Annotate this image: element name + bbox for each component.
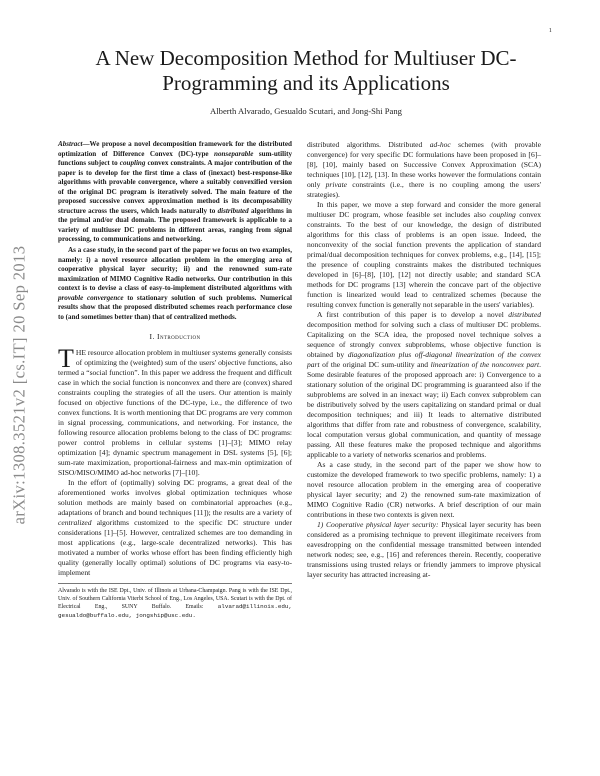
author-list: Alberth Alvarado, Gesualdo Scutari, and Jong-Shi Pang	[210, 106, 402, 116]
abstract-paragraph-1: Abstract—We propose a novel decomposition framework for the distributed optimization of Difference Convex (DC)-type nonseparable sum-utility functions subject to coupling convex constraints. A major contribution of the paper is to develop for the first time a class of (inexact) best-response-like algorithms with provable convergence, where a suitably convexified version of the original DC program is iteratively solved. The main feature of the proposed successive convex approximation method is its decomposability structure across the users, which leads naturally to distributed algorithms in the primal and/or dual domain. The proposed framework is applicable to a variety of multiuser DC problems in different areas, ranging from signal processing, to communications and networking.	[58, 140, 293, 244]
subsection-heading: 1) Cooperative physical layer security:	[317, 520, 439, 529]
page-number: 1	[548, 27, 552, 34]
right-paragraph-1: distributed algorithms. Distributed ad-hoc schemes (with provable convergence) for very specific DC formulations have been proposed in [6]–[8], [10], mainly based on Successive Convex Approximation (SCA) techniques [10], [12], [13]. In these works however the formulations contain only private constraints (i.e., there is no coupling among the users' strategies).	[307, 140, 541, 199]
right-paragraph-2: In this paper, we move a step forward and consider the more general multiuser DC program, whose feasible set includes also coupling convex constraints. To the best of our knowledge, the design of distributed algorithms for this class of problems is an open issue. Indeed, the nonconvexity of the social function prevents the application of standard primal/dual decomposition techniques for convex problems, e.g., [14], [15]; the presence of coupling constraints makes the distributed techniques developed in [6]–[8], [10], [12] not directly usable; and standard SCA methods for DC programs [13] wherein the concave part of the objective function is linearized would lead to centralized schemes (because the resulting convex function is generally not separable in the users' variables).	[307, 200, 541, 309]
abstract-label: Abstract	[58, 140, 83, 148]
right-paragraph-4: As a case study, in the second part of the paper we show how to customize the developed framework to two specific problems, namely: 1) a novel resource allocation problem in the emerging area of cooperative physical layer security; and 2) the renowned sum-rate maximization of MIMO Cognitive Radio (CR) networks. A brief description of our main contributions in these two contexts is given next.	[307, 460, 541, 519]
abstract-paragraph-2: As a case study, in the second part of the paper we focus on two examples, namely: i) a novel resource allocation problem in the emerging area of cooperative physical layer security; ii) and the renowned sum-rate maximization of MIMO Cognitive Radio networks. Our contribution in this context is to devise a class of easy-to-implement distributed algorithms with provable convergence to stationary solution of such problems. Numerical results show that the proposed distributed schemes reach performance close to (and sometimes better than) that of centralized methods.	[58, 246, 292, 321]
left-column	[58, 140, 292, 620]
right-paragraph-5: 1) Cooperative physical layer security: Physical layer security has been considered as a promising technique to prevent illegitimate receivers from eavesdropping on the confidential message transmitted between intended network nodes; see, e.g., [16] and references therein. Recently, cooperative transmissions using trusted relays or friendly jammers to improve physical layer security has attracted increasing at-	[307, 520, 541, 579]
right-paragraph-3: A first contribution of this paper is to develop a novel distributed decomposition method for solving such a class of multiuser DC problems. Capitalizing on the SCA idea, the proposed novel technique solves a sequence of strongly convex subproblems, whose objective function is obtained by diagonalization plus off-diagonal linearization of the convex part of the original DC sum-utility and linearization of the nonconvex part. Some desirable features of the proposed approach are: i) Convergence to a stationary solution of the original DC programming is guaranteed also if the subproblems are solved in an inexact way; ii) Each convex subproblem can be distributively solved by the users capitalizing on standard primal or dual decomposition techniques; and iii) It leads to alternative distributed algorithms that differ from rate and robustness of convergence, scalability, local computation versus global communication, and quantity of message passing. All these features make the proposed technique and algorithms applicable to a variety of networks scenarios and problems.	[307, 310, 541, 459]
arxiv-sidebar	[4, 175, 34, 595]
author-footnote: Alvarado is with the ISE Dpt., Univ. of Illinois at Urbana-Champaign. Pang is with the ISE Dpt., Univ. of Southern California Viterbi School of Eng., Los Angeles, USA. Scutari is with the Dpt. of Electrical Eng., SUNY Buffalo. Emails: alvarad@illinois.edu, gesualdo@buffalo.edu, jongship@usc.edu.	[58, 583, 292, 620]
intro-paragraph-1: THE resource allocation problem in multiuser systems generally consists of optimizing the (weighted) sum of the users' objective functions, also termed a “social function”. In this paper we address the frequent and difficult case in which the social function is nonconvex and there are (convex) shared constraints coupling the strategies of all the users. Our attention is mainly focused on objective functions of the DC-type, i.e., the difference of two convex functions. It is worth mentioning that DC programs are very common in signal processing, communications, and networking. For instance, the following resource allocation problems belong to the class of DC programs: power control problems in cellular systems [1]–[3]; MIMO relay optimization [4]; dynamic spectrum management in DSL systems [5], [6]; sum-rate maximization, proportional-fairness and max-min optimization of SISO/MISO/MIMO ad-hoc networks [7]–[10].	[58, 344, 292, 478]
drop-cap: T	[58, 344, 74, 374]
intro-paragraph-2: In the effort of (optimally) solving DC programs, a great deal of the aforementioned works involves global optimization techniques whose solution methods are mainly based on combinatorial approaches (e.g., adaptations of branch and bound techniques [11]); the results are a variety of centralized algorithms customized to the specific DC structure under considerations [1]–[5]. However, centralized schemes are too demanding in most applications (e.g., large-scale decentralized networks). This has motivated a number of works whose effort has been finding efficiently high quality (generally locally optimal) solutions of DC programs via easy-to-implement	[58, 478, 292, 578]
paper-title: A New Decomposition Method for Multiuser DC-Programming and its Applications	[95, 46, 517, 95]
arxiv-identifier: arXiv:1308.3521v2 [cs.IT] 20 Sep 2013	[9, 245, 29, 525]
author-emails: alvarad@illinois.edu, gesualdo@buffalo.edu, jongship@usc.edu.	[58, 603, 292, 619]
section-heading-introduction: I. Introduction	[149, 332, 201, 342]
right-column	[307, 140, 541, 580]
